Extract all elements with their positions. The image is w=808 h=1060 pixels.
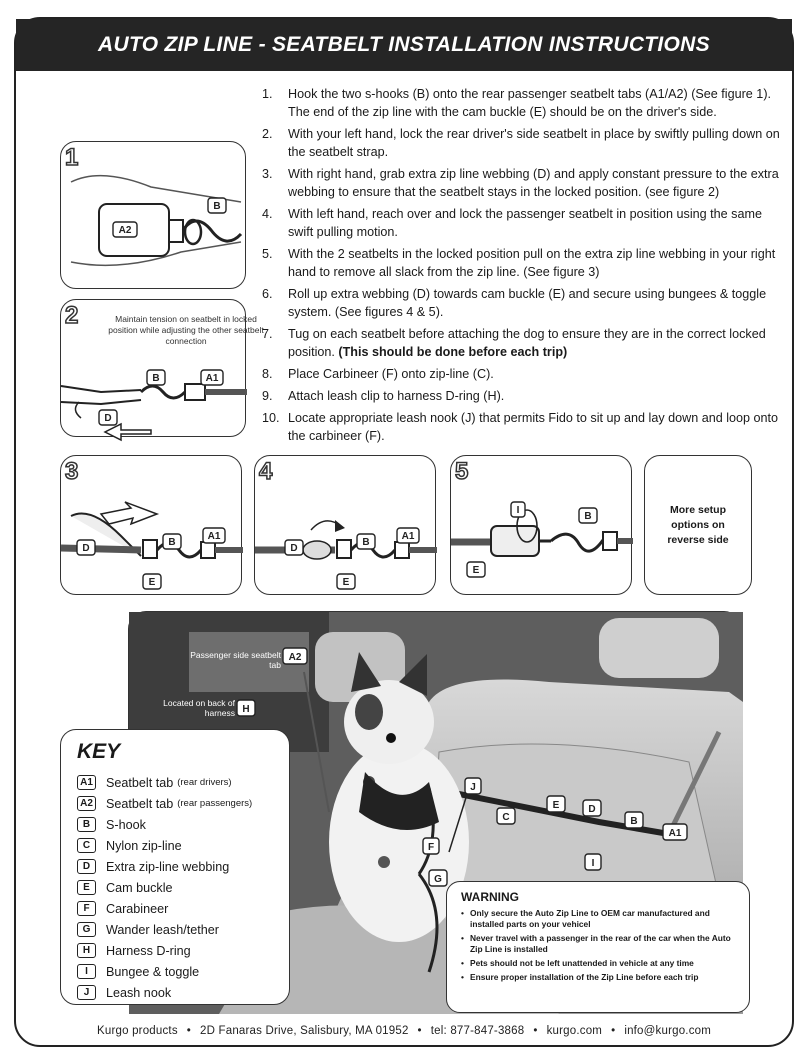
step-item <box>262 245 782 281</box>
footer-phone: tel: 877-847-3868 <box>430 1025 525 1037</box>
footer-website[interactable]: kurgo.com <box>546 1025 603 1037</box>
figure-4-drawing <box>255 456 437 596</box>
key-item <box>77 898 289 919</box>
label-a1: A1 <box>207 531 221 542</box>
figure-number: 5 <box>455 458 469 485</box>
step-text: Hook the two s-hooks (B) onto the rear passenger seatbelt tabs (A1/A2) (See figure 1). The end of the zip line with the cam buckle (E) should be on the driver's side. <box>288 87 772 119</box>
photo-tag-h: H <box>242 704 250 715</box>
key-label: Nylon zip-line <box>106 838 182 853</box>
step-item <box>262 85 782 121</box>
photo-tag-c: C <box>502 812 510 823</box>
key-label: S-hook <box>106 817 146 832</box>
label-b: B <box>213 201 221 212</box>
photo-tag-a2: A2 <box>288 652 302 663</box>
key-code: E <box>77 880 96 895</box>
photo-tag-b: B <box>630 816 638 827</box>
warning-item: • Only secure the Auto Zip Line to OEM car manufactured and installed parts on your vehicel <box>461 908 739 930</box>
label-b: B <box>362 537 370 548</box>
steps-list <box>262 85 782 449</box>
passenger-tab-label: Passenger side seatbelt tab <box>190 650 281 670</box>
step-number: 9. <box>262 389 273 403</box>
key-note: (rear drivers) <box>177 777 232 788</box>
photo-tag-i: I <box>591 858 595 869</box>
step-number: 8. <box>262 367 273 381</box>
more-options-text: More setup options on reverse side <box>667 503 729 546</box>
figure-5 <box>450 455 632 595</box>
key-label: Leash nook <box>106 985 172 1000</box>
step-number: 1. <box>262 87 273 101</box>
step-item <box>262 365 782 383</box>
figure-number: 3 <box>65 458 79 485</box>
key-label: Seatbelt tab <box>106 796 174 811</box>
label-a1: A1 <box>205 373 219 384</box>
key-item <box>77 772 289 793</box>
key-item <box>77 877 289 898</box>
key-item <box>77 961 289 982</box>
more-options-panel <box>644 455 752 595</box>
key-label: Seatbelt tab <box>106 775 174 790</box>
step-number: 10. <box>262 411 280 425</box>
key-item <box>77 982 289 1003</box>
key-code: J <box>77 985 96 1000</box>
step-text-bold: (This should be done before each trip) <box>338 345 568 359</box>
label-i: I <box>516 505 520 516</box>
key-item <box>77 919 289 940</box>
label-e: E <box>342 577 350 588</box>
label-a1: A1 <box>401 531 415 542</box>
step-item <box>262 409 782 445</box>
key-code: H <box>77 943 96 958</box>
step-text: With the 2 seatbelts in the locked position pull on the extra zip line webbing in your right hand to remove all slack from the zip line. (See figure 3) <box>288 247 776 279</box>
step-number: 2. <box>262 127 273 141</box>
step-number: 4. <box>262 207 273 221</box>
figure-number: 2 <box>65 302 79 329</box>
warning-item: • Pets should not be left unattended in vehicle at any time <box>461 958 739 969</box>
warning-list <box>461 908 739 983</box>
warning-box <box>446 881 750 1013</box>
footer-email[interactable]: info@kurgo.com <box>624 1025 712 1037</box>
photo-tag-e: E <box>552 800 560 811</box>
key-code: I <box>77 964 96 979</box>
key-title: KEY <box>77 740 121 763</box>
label-e: E <box>472 565 480 576</box>
step-text <box>288 325 782 361</box>
key-label: Harness D-ring <box>106 943 191 958</box>
figure-number: 4 <box>259 458 273 485</box>
step-item <box>262 285 782 321</box>
step-text-main: Tug on each seatbelt before attaching the dog to ensure they are in the correct locked position. <box>288 327 766 359</box>
key-code: A1 <box>77 775 96 790</box>
figure-2 <box>60 299 264 437</box>
key-item <box>77 835 289 856</box>
key-code: G <box>77 922 96 937</box>
header-bar <box>16 19 792 71</box>
photo-tag-g: G <box>434 874 442 885</box>
key-label: Extra zip-line webbing <box>106 859 230 874</box>
key-code: C <box>77 838 96 853</box>
key-item <box>77 793 289 814</box>
key-item <box>77 814 289 835</box>
key-item <box>77 940 289 961</box>
step-text: With right hand, grab extra zip line webbing (D) and apply constant pressure to the extra webbing to ensure that the seatbelt stays in the locked position. (see figure 2) <box>288 167 779 199</box>
key-code: F <box>77 901 96 916</box>
figure-4 <box>254 455 436 595</box>
step-item <box>262 325 782 361</box>
footer-company: Kurgo products <box>96 1025 178 1037</box>
key-item <box>77 856 289 877</box>
photo-tag-f: F <box>427 842 435 853</box>
figure-3-drawing <box>61 456 243 596</box>
figure-number: 1 <box>65 144 79 171</box>
figure-3 <box>60 455 242 595</box>
step-text: With your left hand, lock the rear driver's side seatbelt in place by swiftly pulling down on the seatbelt strap. <box>288 127 780 159</box>
step-text: Locate appropriate leash nook (J) that permits Fido to sit up and lay down and loop onto the carbineer (F). <box>288 411 779 443</box>
warning-title: WARNING <box>461 890 519 904</box>
figure-1-drawing <box>61 142 247 290</box>
step-text: Place Carbineer (F) onto zip-line (C). <box>288 367 494 381</box>
key-label: Cam buckle <box>106 880 173 895</box>
figure-5-drawing <box>451 456 633 596</box>
label-b: B <box>168 537 176 548</box>
instruction-sheet <box>14 17 794 1047</box>
step-text: Attach leash clip to harness D-ring (H). <box>288 389 505 403</box>
figure-1 <box>60 141 246 289</box>
footer: Kurgo products • 2D Fanaras Drive, Salisbury, MA 01952 • tel: 877-847-3868 • kurgo.com • info@kurgo.com <box>96 1025 712 1037</box>
step-text: With left hand, reach over and lock the passenger seatbelt in position using the same swift pulling motion. <box>288 207 762 239</box>
label-b: B <box>152 373 160 384</box>
warning-item: • Never travel with a passenger in the rear of the car when the Auto Zip Line is installed <box>461 933 739 955</box>
step-number: 6. <box>262 287 273 301</box>
label-d: D <box>290 543 298 554</box>
key-note: (rear passengers) <box>177 798 253 809</box>
label-a2: A2 <box>118 225 132 236</box>
label-d: D <box>82 543 90 554</box>
key-legend <box>60 729 290 1005</box>
label-b: B <box>584 511 592 522</box>
page-title: AUTO ZIP LINE - SEATBELT INSTALLATION INSTRUCTIONS <box>98 33 710 56</box>
step-number: 3. <box>262 167 273 181</box>
label-d: D <box>104 413 112 424</box>
photo-tag-j: J <box>470 782 476 793</box>
harness-label: Located on back of harness <box>163 698 235 718</box>
step-item <box>262 205 782 241</box>
step-item <box>262 165 782 201</box>
key-code: A2 <box>77 796 96 811</box>
step-item <box>262 125 782 161</box>
warning-item: • Ensure proper installation of the Zip Line before each trip <box>461 972 739 983</box>
key-label: Wander leash/tether <box>106 922 219 937</box>
key-code: D <box>77 859 96 874</box>
step-number: 7. <box>262 327 273 341</box>
label-e: E <box>148 577 156 588</box>
photo-tag-d: D <box>588 804 596 815</box>
key-label: Bungee & toggle <box>106 964 200 979</box>
footer-address: 2D Fanaras Drive, Salisbury, MA 01952 <box>200 1025 409 1037</box>
step-number: 5. <box>262 247 273 261</box>
key-label: Carabineer <box>106 901 169 916</box>
tension-note: Maintain tension on seatbelt in locked position while adjusting the other seatbelt connection <box>108 314 264 346</box>
photo-tag-a1: A1 <box>668 828 682 839</box>
step-item <box>262 387 782 405</box>
key-code: B <box>77 817 96 832</box>
step-text: Roll up extra webbing (D) towards cam buckle (E) and secure using bungees & toggle system. (See figures 4 & 5). <box>288 287 767 319</box>
